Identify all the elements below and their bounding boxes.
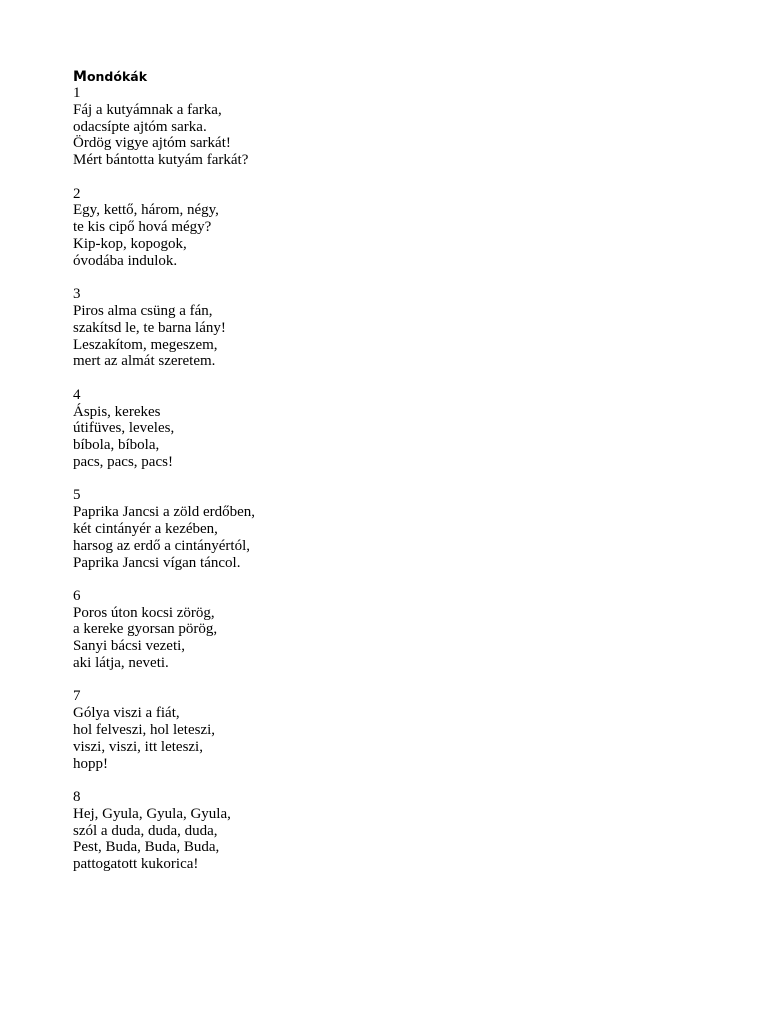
poem [73, 387, 713, 471]
poem-number: 8 [73, 789, 81, 806]
poem-line: Fáj a kutyámnak a farka, [73, 101, 222, 118]
poem-number: 2 [73, 185, 81, 202]
poem-line: harsog az erdő a cintányértól, [73, 537, 251, 554]
poem-line: aki látja, neveti. [73, 655, 169, 672]
poem-line: útifüves, leveles, [73, 420, 175, 437]
poem-number: 6 [73, 587, 81, 604]
poem [73, 286, 713, 370]
poem-line: a kereke gyorsan pörög, [73, 621, 218, 638]
poem-line: viszi, viszi, itt leteszi, [73, 738, 203, 755]
document-page [73, 68, 713, 873]
document-title-rest: ondókák [86, 69, 148, 84]
poem [73, 789, 713, 873]
poem-line: Paprika Jancsi vígan táncol. [73, 554, 241, 571]
poem-line: Hej, Gyula, Gyula, Gyula, [73, 805, 231, 822]
poem-line: Pest, Buda, Buda, Buda, [73, 839, 220, 856]
document-title [73, 68, 713, 85]
poem-line: Sanyi bácsi vezeti, [73, 638, 186, 655]
poem-line: Ördög vigye ajtóm sarkát! [73, 135, 231, 152]
poem-line: Gólya viszi a fiát, [73, 705, 180, 722]
poem-number: 3 [73, 286, 81, 303]
poem-line: hopp! [73, 755, 108, 772]
poem [73, 487, 713, 571]
poem [73, 85, 713, 169]
poem-line: két cintányér a kezében, [73, 520, 218, 537]
poem-line: Kip-kop, kopogok, [73, 235, 187, 252]
poem-number: 7 [73, 688, 81, 705]
poem-number: 1 [73, 85, 81, 101]
poem-line: mert az almát szeretem. [73, 353, 216, 370]
poem [73, 688, 713, 772]
poem-line: Piros alma csüng a fán, [73, 302, 213, 319]
document-title-initial: M [73, 69, 87, 85]
poem-number: 4 [73, 386, 81, 403]
poem [73, 588, 713, 672]
poem-line: te kis cipő hová mégy? [73, 219, 212, 236]
poem-line: odacsípte ajtóm sarka. [73, 118, 207, 135]
poem-line: bíbola, bíbola, [73, 437, 160, 454]
poem-line: Áspis, kerekes [73, 403, 161, 420]
poem-line: szól a duda, duda, duda, [73, 822, 218, 839]
poem-line: óvodába indulok. [73, 252, 178, 269]
poem [73, 186, 713, 270]
poem-line: pattogatott kukorica! [73, 856, 199, 873]
poem-number: 5 [73, 487, 81, 504]
poem-list [73, 85, 713, 873]
poem-line: Poros úton kocsi zörög, [73, 604, 215, 621]
poem-line: Mért bántotta kutyám farkát? [73, 152, 249, 169]
poem-line: Paprika Jancsi a zöld erdőben, [73, 504, 256, 521]
poem-line: hol felveszi, hol leteszi, [73, 722, 216, 739]
poem-line: Leszakítom, megeszem, [73, 336, 218, 353]
poem-line: szakítsd le, te barna lány! [73, 319, 226, 336]
poem-line: pacs, pacs, pacs! [73, 453, 173, 470]
poem-line: Egy, kettő, három, négy, [73, 202, 219, 219]
